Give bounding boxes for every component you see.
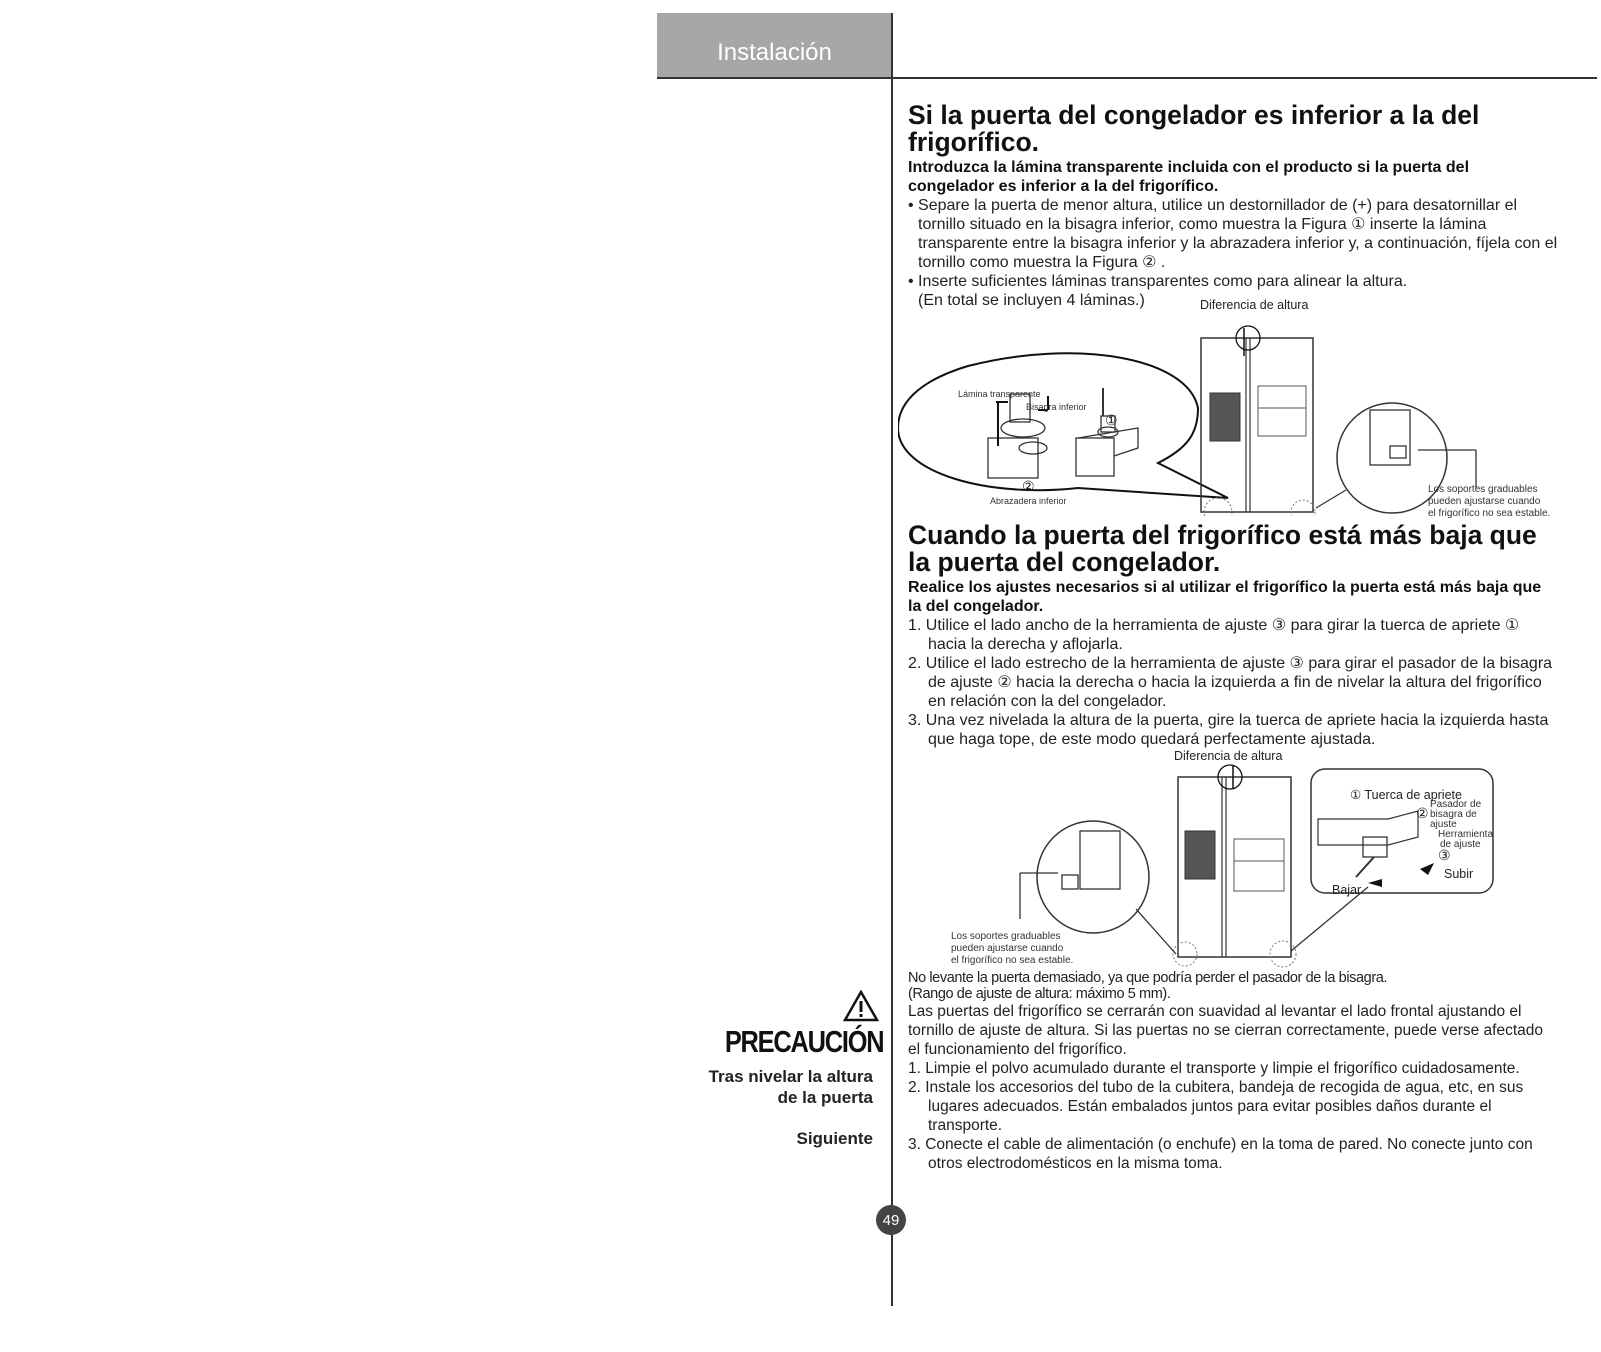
after-step-3: 3. Conecte el cable de alimentación (o enchufe) en la toma de pared. No conecte junto con otros electrodomésticos en la misma toma. bbox=[908, 1136, 1533, 1172]
section1-bullet-1-text: Separe la puerta de menor altura, utilice un destornillador de (+) para desatornillar el tornillo situado en la bisagra inferior, como muestra la Figura ① inserte la lámina transparente entre la bisagra inferior y la abrazadera inferior y, a continuación, fíjela con el tornillo como muestra la Figura ② . bbox=[918, 197, 1558, 271]
section2-step-3: 3. Una vez nivelada la altura de la puerta, gire la tuerca de apriete hacia la izquierda hasta que haga tope, de este modo quedará perfectamente ajustada. bbox=[908, 712, 1549, 748]
warning-icon bbox=[843, 990, 879, 1022]
figure2-num3: ③ bbox=[1438, 847, 1451, 863]
warning-text-1: No levante la puerta demasiado, ya que podría perder el pasador de la bisagra. bbox=[908, 970, 1388, 986]
after-step-2: 2. Instale los accesorios del tubo de la cubitera, bandeja de recogida de agua, etc, en sus lugares adecuados. Están embalados juntos para evitar posibles daños durante el transporte. bbox=[908, 1079, 1524, 1134]
figure2-pin-label-1: Pasador de bbox=[1430, 799, 1482, 810]
section2-step-2: 2. Utilice el lado estrecho de la herramienta de ajuste ③ para girar el pasador de la bisagra de ajuste ② hacia la derecha o hacia la izquierda a fin de nivelar la altura del frigorífico en relación con la del congelador. bbox=[908, 655, 1553, 710]
figure1-hinge-label: Bisagra inferior bbox=[1026, 402, 1087, 412]
section1-note: (En total se incluyen 4 láminas.) bbox=[918, 292, 1145, 309]
section1-bullet-2-text: Inserte suficientes láminas transparentes como para alinear la altura. bbox=[918, 273, 1408, 290]
section1-subtitle: Introduzca la lámina transparente incluida con el producto si la puerta del congelador es inferior a la del frigorífico. bbox=[908, 159, 1470, 195]
page-number bbox=[876, 1205, 906, 1235]
figure2-tool-label-1: Herramienta bbox=[1438, 829, 1494, 840]
section1-title: Si la puerta del congelador es inferior a la del frigorífico. bbox=[908, 100, 1480, 157]
figure1-feet-note-1: Los soportes graduables bbox=[1428, 484, 1538, 495]
warning-text-2: (Rango de ajuste de altura: máximo 5 mm). bbox=[908, 985, 1171, 1002]
header-rule bbox=[657, 77, 1597, 79]
figure2-num2: ② bbox=[1416, 805, 1429, 821]
section-tab-label: Instalación bbox=[717, 38, 832, 66]
figure2-feet-note-3: el frigorífico no sea estable. bbox=[951, 955, 1074, 966]
caution-heading bbox=[690, 990, 884, 1060]
figure1-num2: ② bbox=[1022, 478, 1035, 494]
section1-bullet-1: • Separe la puerta de menor altura, utilice un destornillador de (+) para desatornillar el tornillo situado en la bisagra inferior, como muestra la Figura ① inserte la lámina transparente entre la bisagra inferior y la abrazadera inferior y, a continuación, fíjela con el tornillo como muestra la Figura ② . bbox=[908, 197, 1558, 271]
figure1-bracket-label: Abrazadera inferior bbox=[990, 496, 1067, 506]
caution-label-next: Siguiente bbox=[796, 1129, 873, 1148]
section2-step-1: 1. Utilice el lado ancho de la herramienta de ajuste ③ para girar la tuerca de apriete ① hacia la derecha y aflojarla. bbox=[908, 617, 1520, 653]
caution-paragraph: Las puertas del frigorífico se cerrarán con suavidad al levantar el lado frontal ajustando el tornillo de ajuste de altura. Si las puertas no se cierran correctamente, puede verse afectado el funcionamiento del frigorífico. bbox=[908, 1003, 1544, 1058]
figure2-height-diff: Diferencia de altura bbox=[1174, 749, 1283, 763]
figure-thin-sheet bbox=[908, 298, 1558, 519]
figure1-feet-note-2: pueden ajustarse cuando bbox=[1428, 496, 1541, 507]
figure2-pin-label-3: ajuste bbox=[1430, 819, 1457, 830]
figure2-lower-label: Bajar bbox=[1332, 883, 1362, 897]
main-content bbox=[908, 102, 1558, 1173]
figure-hinge-adjust bbox=[908, 749, 1558, 971]
caution-label-leveling: Tras nivelar la altura de la puerta bbox=[708, 1067, 873, 1107]
caution-title: PRECAUCIÓN bbox=[724, 1024, 884, 1059]
figure2-nut-label: ① Tuerca de apriete bbox=[1350, 788, 1462, 802]
figure2-pin-label-2: bisagra de bbox=[1430, 809, 1477, 820]
page-number-label: 49 bbox=[882, 1211, 900, 1229]
section-tab bbox=[657, 13, 892, 79]
section2-subtitle: Realice los ajustes necesarios si al utilizar el frigorífico la puerta está más baja que la del congelador. bbox=[908, 579, 1542, 615]
figure2-raise-label: Subir bbox=[1444, 867, 1474, 881]
figure1-sheet-label: Lámina transparente bbox=[958, 389, 1041, 399]
figure2-feet-note-2: pueden ajustarse cuando bbox=[951, 943, 1064, 954]
figure2-tool-label-2: de ajuste bbox=[1440, 839, 1481, 850]
margin-rule bbox=[891, 13, 893, 1306]
figure2-feet-note-1: Los soportes graduables bbox=[951, 931, 1061, 942]
figure1-feet-note-3: el frigorífico no sea estable. bbox=[1428, 508, 1551, 519]
caution-sidebar bbox=[690, 990, 884, 1149]
figure1-height-diff: Diferencia de altura bbox=[1200, 298, 1309, 312]
figure1-num1: ① bbox=[1105, 412, 1118, 428]
after-step-1: 1. Limpie el polvo acumulado durante el transporte y limpie el frigorífico cuidadosamente. bbox=[908, 1060, 1520, 1077]
section2-title: Cuando la puerta del frigorífico está más baja que la puerta del congelador. bbox=[908, 520, 1537, 577]
section1-bullet-2: • Inserte suficientes láminas transparentes como para alinear la altura. bbox=[908, 273, 1408, 290]
